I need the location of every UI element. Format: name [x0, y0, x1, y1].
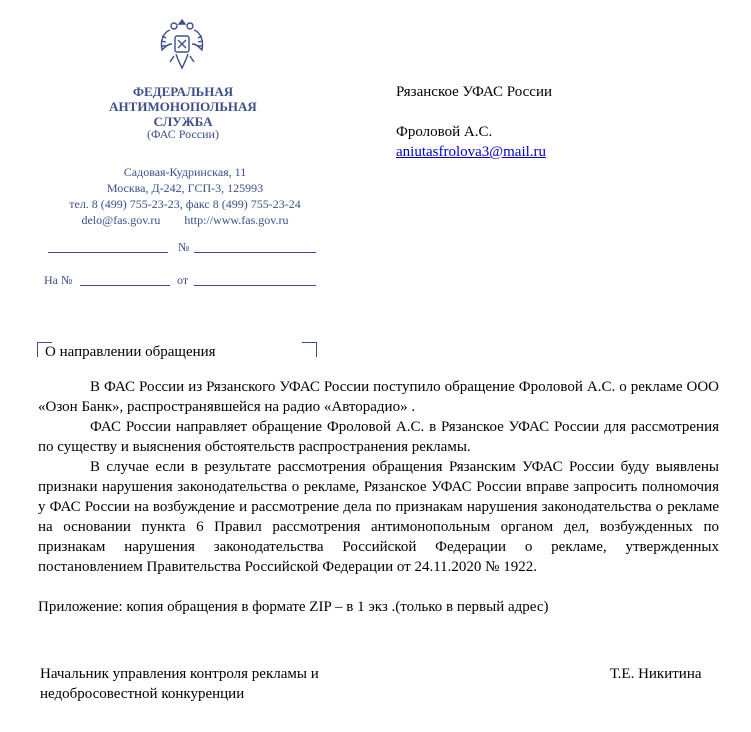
org-address — [40, 164, 330, 228]
recipient-email-link[interactable]: aniutasfrolova3@mail.ru — [396, 144, 547, 160]
coat-of-arms-icon — [156, 14, 208, 74]
org-email: delo@fas.gov.ru — [81, 213, 161, 227]
position-line-1: Начальник управления контроля рекламы и — [40, 666, 319, 682]
attachment-note: Приложение: копия обращения в формате ZIP – в 1 экз .(только в первый адрес) — [38, 599, 549, 615]
letter-body — [38, 377, 719, 617]
on-number-label: На № — [44, 273, 73, 287]
from-date-line — [194, 285, 316, 286]
recipient-org: Рязанское УФАС России — [396, 84, 553, 100]
corner-mark-right — [302, 342, 317, 357]
recipient-person: Фроловой А.С. — [396, 124, 493, 140]
org-website: http://www.fas.gov.ru — [184, 213, 289, 227]
phone-fax: тел. 8 (499) 755-23-23, факс 8 (499) 755-23-24 — [69, 197, 301, 211]
from-label: от — [177, 273, 189, 287]
number-label: № — [178, 240, 190, 254]
address-street: Садовая-Кудринская, 11 — [123, 165, 247, 179]
address-city: Москва, Д-242, ГСП-3, 125993 — [106, 181, 264, 195]
reg-number-line — [194, 252, 316, 253]
org-name-line1: ФЕДЕРАЛЬНАЯ — [132, 84, 234, 99]
on-number-line — [80, 285, 170, 286]
signatory-name: Т.Е. Никитина — [610, 666, 702, 682]
signatory-position — [40, 664, 319, 704]
body-paragraph-2: ФАС России направляет обращение Фроловой А.С. в Рязанское УФАС России для рассмотрения по существу и выяснения обстоятельств распространения рекламы. — [38, 419, 719, 455]
org-name-line3: СЛУЖБА — [153, 114, 213, 129]
org-short-name: (ФАС России) — [147, 127, 219, 141]
body-paragraph-3: В случае если в результате рассмотрения обращения Рязанским УФАС России буду выявлены признаки нарушения законодательства о рекламе, Рязанское УФАС России вправе запросить полномочия у ФАС России на возбуждение и рассмотрение дела по признакам нарушения законодательства о рекламе на основании пункта 6 Правил рассмотрения антимонопольным органом дел, возбужденных по признакам нарушения законодательства Российской Федерации о рекламе, утвержденных постановлением Правительства Российской Федерации от 24.11.2020 № 1922. — [38, 459, 719, 575]
position-line-2: недобросовестной конкуренции — [40, 686, 245, 702]
body-paragraph-1: В ФАС России из Рязанского УФАС России поступило обращение Фроловой А.С. о рекламе ООО «Озон Банк», распространявшейся на радио «Авторадио» . — [38, 379, 719, 415]
letter-subject: О направлении обращения — [45, 344, 216, 360]
reg-date-line — [48, 252, 168, 253]
org-name-line2: АНТИМОНОПОЛЬНАЯ — [109, 99, 257, 114]
